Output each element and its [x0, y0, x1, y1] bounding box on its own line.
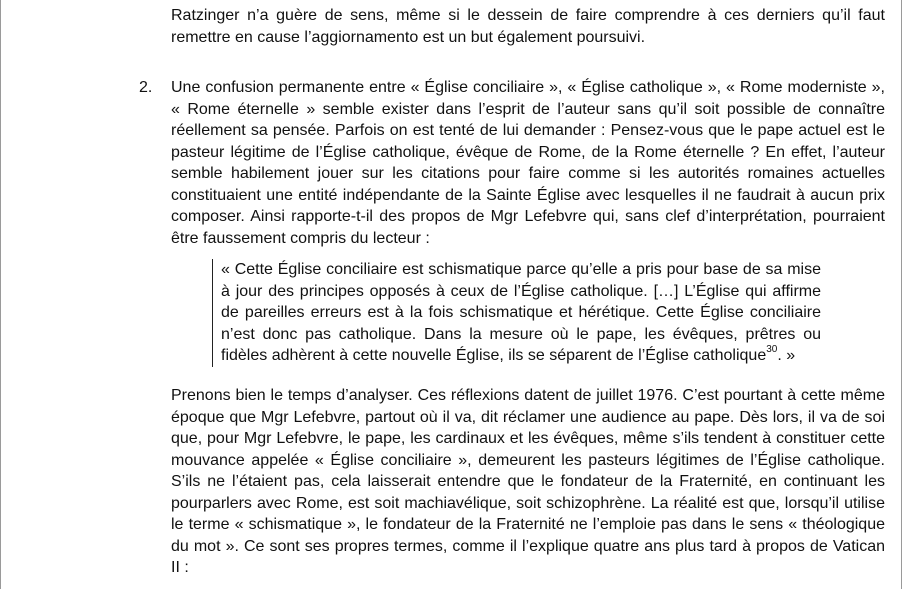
- paragraph-bottom: Prenons bien le temps d’analyser. Ces réflexions datent de juillet 1976. C’est pourtant à cette même époque que Mgr Lefebvre, partout où il va, dit réclamer une audience au pape. Dès lors, il va de soi que, pour Mgr Lefebvre, le pape, les cardinaux et les évêques, même s’ils tendent à constituer cette mouvance appelée « Église conciliaire », demeurent les pasteurs légitimes de l’Église catholique. S’ils ne l’étaient pas, cela laisserait entendre que le fondateur de la Fraternité, en continuant les pourparlers avec Rome, est soit machiavélique, soit schizophrène. La réalité est que, lorsqu’il utilise le terme « schismatique », le fondateur de la Fraternité ne l’emploie pas dans le sens « théologique du mot ». Ce sont ses propres termes, comme il l’explique quatre ans plus tard à propos de Vatican II :: [171, 387, 885, 576]
- footnote-marker: 30: [766, 343, 778, 355]
- paragraph-top: Ratzinger n’a guère de sens, même si le dessein de faire comprendre à ces derniers qu’il faut remettre en cause l’aggiornamento est un but également poursuivi.: [171, 7, 885, 46]
- block-quote: [212, 259, 821, 367]
- list-item-paragraph: Une confusion permanente entre « Église conciliaire », « Église catholique », « Rome moderniste », « Rome éternelle » semble exister dans l’esprit de l’auteur sans qu’il soit possible de connaître réellement sa pensée. Parfois on est tenté de lui demander : Pensez-vous que le pape actuel est le pasteur légitime de l’Église catholique, évêque de Rome, de la Rome éternelle ? En effet, l’auteur semble habilement jouer sur les citations pour faire comme si les autorités romaines actuelles constituaient une entité indépendante de la Sainte Église avec lesquelles il ne faudrait à aucun prix composer. Ainsi rapporte-t-il des propos de Mgr Lefebvre qui, sans clef d’interprétation, pourraient être faussement compris du lecteur :: [171, 79, 885, 247]
- list-item-number: 2.: [139, 79, 153, 96]
- quote-end: . »: [777, 347, 796, 364]
- quote-text: « Cette Église conciliaire est schismatique parce qu’elle a pris pour base de sa mise à jour des principes opposés à ceux de l’Église catholique. […] L’Église qui affirme de pareilles erreurs est à la fois schismatique et hérétique. Cette Église conciliaire n’est donc pas catholique. Dans la mesure où le pape, les évêques, prêtres ou fidèles adhèrent à cette nouvelle Église, ils se séparent de l’Église catholique: [221, 261, 821, 364]
